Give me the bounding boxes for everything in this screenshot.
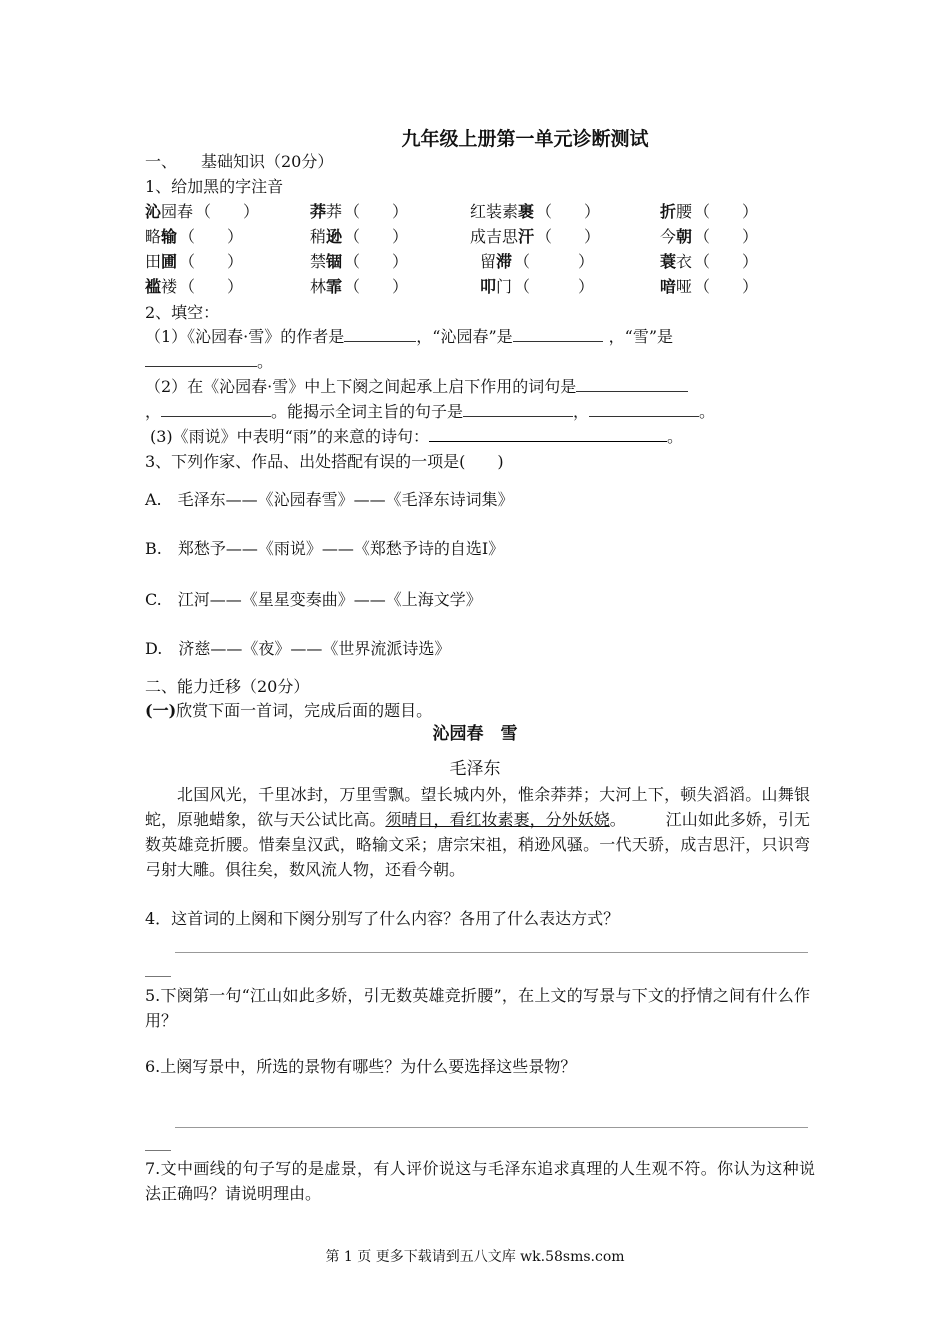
pinyin-row: [145, 250, 785, 274]
bold-character: 蓑: [660, 252, 677, 271]
character-text: 门: [496, 277, 513, 296]
bold-character: 逊: [326, 227, 343, 246]
question-2-1: [145, 325, 673, 349]
question-2-2-cont: [145, 400, 715, 424]
pinyin-blank[interactable]: （ ）: [179, 277, 244, 296]
pinyin-item: [470, 225, 600, 249]
page-footer: 第 1 页 更多下载请到五八文库 wk.58sms.com: [325, 1249, 625, 1265]
question-5: 5.下阕第一句“江山如此多娇，引无数英雄竞折腰”，在上文的写景与下文的抒情之间有什么作用？: [145, 986, 810, 1030]
pinyin-blank[interactable]: （ ）: [694, 202, 759, 221]
q2-2-blank-2[interactable]: [161, 401, 271, 417]
character-text: 禁: [310, 252, 327, 271]
pinyin-item: [310, 275, 408, 299]
question-2-1-cont: [145, 350, 273, 374]
bold-character: 输: [161, 227, 178, 246]
character-text: 褛: [161, 277, 178, 296]
pinyin-blank[interactable]: （ ）: [536, 227, 601, 246]
character-text: 成吉思: [470, 227, 519, 246]
bold-character: 锢: [326, 252, 343, 271]
poem-part-1-end: 。: [609, 810, 626, 829]
pinyin-item: [660, 200, 758, 224]
poem-author: 毛泽东: [449, 759, 501, 779]
pinyin-blank[interactable]: （ ）: [195, 202, 260, 221]
option-b: B. 郑愁予——《雨说》——《郑愁予诗的自选Ⅰ》: [145, 539, 505, 558]
bold-character: 汗: [518, 227, 535, 246]
q2-1-blank-title[interactable]: [145, 351, 257, 367]
pinyin-item: [310, 250, 408, 274]
bold-character: 叩: [480, 277, 497, 296]
bold-character: 沁: [145, 202, 162, 221]
poem-title: 沁园春 雪: [432, 724, 518, 744]
pinyin-item: [470, 200, 600, 224]
bold-character: 霏: [326, 277, 343, 296]
answer-line-q4[interactable]: [175, 952, 808, 953]
question-6: 6.上阕写景中，所选的景物有哪些？为什么要选择这些景物？: [145, 1057, 577, 1076]
q2-2-text-c: 。能揭示全词主旨的句子是: [271, 402, 464, 421]
pinyin-blank[interactable]: （ ）: [694, 227, 759, 246]
q2-1-blank-cipai[interactable]: [513, 326, 603, 342]
pinyin-item: [145, 250, 243, 274]
bold-character: 褴: [145, 277, 162, 296]
q2-2-blank-3[interactable]: [463, 401, 573, 417]
q2-2-text-e: 。: [699, 402, 716, 421]
character-text: 今: [660, 227, 677, 246]
pinyin-item: [310, 200, 408, 224]
pinyin-blank[interactable]: （ ）: [514, 252, 595, 271]
pinyin-item: [660, 250, 758, 274]
character-text: 田: [145, 252, 162, 271]
pinyin-blank[interactable]: （ ）: [344, 252, 409, 271]
answer-line-q4-tail: [145, 976, 171, 977]
pinyin-blank[interactable]: （ ）: [344, 277, 409, 296]
character-text: 林: [310, 277, 327, 296]
poem-part-2: 江山如此多娇，引无数英雄竞折腰。惜秦皇汉武，略输文采；唐宗宋祖，稍逊风骚。一代天骄，成吉思汗，只识弯弓射大雕。俱往矣，数风流人物，还看今朝。: [145, 810, 810, 879]
answer-line-q6[interactable]: [175, 1127, 808, 1128]
question-1: 1、给加黑的字注音: [145, 177, 284, 196]
bold-character: 朝: [676, 227, 693, 246]
q2-2-text-a: （2）在《沁园春·雪》中上下阕之间起承上启下作用的词句是: [145, 377, 577, 396]
q2-1-text-c: ，“雪”是: [608, 327, 674, 346]
page-title: 九年级上册第一单元诊断测试: [401, 128, 649, 150]
question-4: 4．这首词的上阕和下阕分别写了什么内容？各用了什么表达方式？: [145, 909, 620, 928]
q2-3-text-a: (3)《雨说》中表明“雨”的来意的诗句：: [150, 427, 430, 446]
bold-character: 折: [660, 202, 677, 221]
q2-2-text-d: ，: [573, 402, 590, 421]
pinyin-item: [660, 225, 758, 249]
pinyin-blank[interactable]: （ ）: [179, 252, 244, 271]
q2-1-text-b: ，“沁园春”是: [416, 327, 513, 346]
character-text: 衣: [676, 252, 693, 271]
pinyin-row: [145, 225, 785, 249]
pinyin-blank[interactable]: （ ）: [179, 227, 244, 246]
bold-character: 裹: [518, 202, 535, 221]
character-text: 哑: [676, 277, 693, 296]
question-3: 3、下列作家、作品、出处搭配有误的一项是( ): [145, 452, 504, 471]
pinyin-item: [145, 275, 243, 299]
pinyin-blank[interactable]: （ ）: [536, 202, 601, 221]
pinyin-item: [660, 275, 758, 299]
q2-1-text-d: 。: [257, 352, 274, 371]
pinyin-row: [145, 200, 785, 224]
subsection-1: [145, 699, 432, 723]
question-2: 2、填空：: [145, 303, 220, 322]
option-d: D. 济慈——《夜》——《世界流派诗选》: [145, 639, 451, 658]
pinyin-blank[interactable]: （ ）: [694, 252, 759, 271]
question-7: 7.文中画线的句子写的是虚景，有人评价说这与毛泽东追求真理的人生观不符。你认为这种说法正确吗？请说明理由。: [145, 1159, 815, 1203]
bold-character: 滞: [496, 252, 513, 271]
character-text: 腰: [676, 202, 693, 221]
poem-underlined-line: 须晴日，看红妆素裹，分外妖娆: [385, 810, 610, 829]
character-text: 园春: [161, 202, 194, 221]
question-2-2: [145, 375, 688, 399]
pinyin-item: [145, 200, 259, 224]
pinyin-item: [310, 225, 408, 249]
pinyin-blank[interactable]: （ ）: [344, 202, 409, 221]
pinyin-blank[interactable]: （ ）: [344, 227, 409, 246]
character-text: 稍: [310, 227, 327, 246]
bold-character: 圃: [161, 252, 178, 271]
pinyin-blank[interactable]: （ ）: [694, 277, 759, 296]
q2-3-text-b: 。: [667, 427, 684, 446]
section-1-heading: 一、 基础知识（20分）: [145, 152, 334, 171]
q2-1-blank-author[interactable]: [344, 326, 416, 342]
bold-character: 喑: [660, 277, 677, 296]
q2-3-blank[interactable]: [429, 426, 667, 442]
q2-2-text-b: ，: [145, 402, 162, 421]
pinyin-item: [480, 275, 594, 299]
q2-2-blank-1[interactable]: [576, 376, 688, 392]
character-text: 红装素: [470, 202, 519, 221]
option-c: C. 江河——《星星变奏曲》——《上海文学》: [145, 590, 482, 609]
q2-2-blank-4[interactable]: [589, 401, 699, 417]
q2-1-text-a: （1）《沁园春·雪》的作者是: [145, 327, 345, 346]
bold-character: 莽: [310, 202, 327, 221]
pinyin-blank[interactable]: （ ）: [514, 277, 595, 296]
subsection-1-number: (一): [145, 701, 177, 720]
section-2-heading: 二、能力迁移（20分）: [145, 677, 310, 696]
poem-part-1: 北国风光，千里冰封，万里雪飘。望长城内外，惟余莽莽；大河上下，顿失滔滔。山舞银蛇，原驰蜡象，欲与天公试比高。: [145, 785, 810, 829]
character-text: 留: [480, 252, 497, 271]
character-text: 略: [145, 227, 162, 246]
subsection-1-text: 欣赏下面一首词，完成后面的题目。: [176, 701, 433, 720]
pinyin-item: [145, 225, 243, 249]
character-text: 莽: [326, 202, 343, 221]
option-a: A. 毛泽东——《沁园春雪》——《毛泽东诗词集》: [145, 490, 514, 509]
pinyin-row: [145, 275, 785, 299]
poem-body: [145, 782, 810, 882]
answer-line-q6-tail: [145, 1150, 171, 1151]
question-2-3: [150, 425, 683, 449]
pinyin-item: [480, 250, 594, 274]
